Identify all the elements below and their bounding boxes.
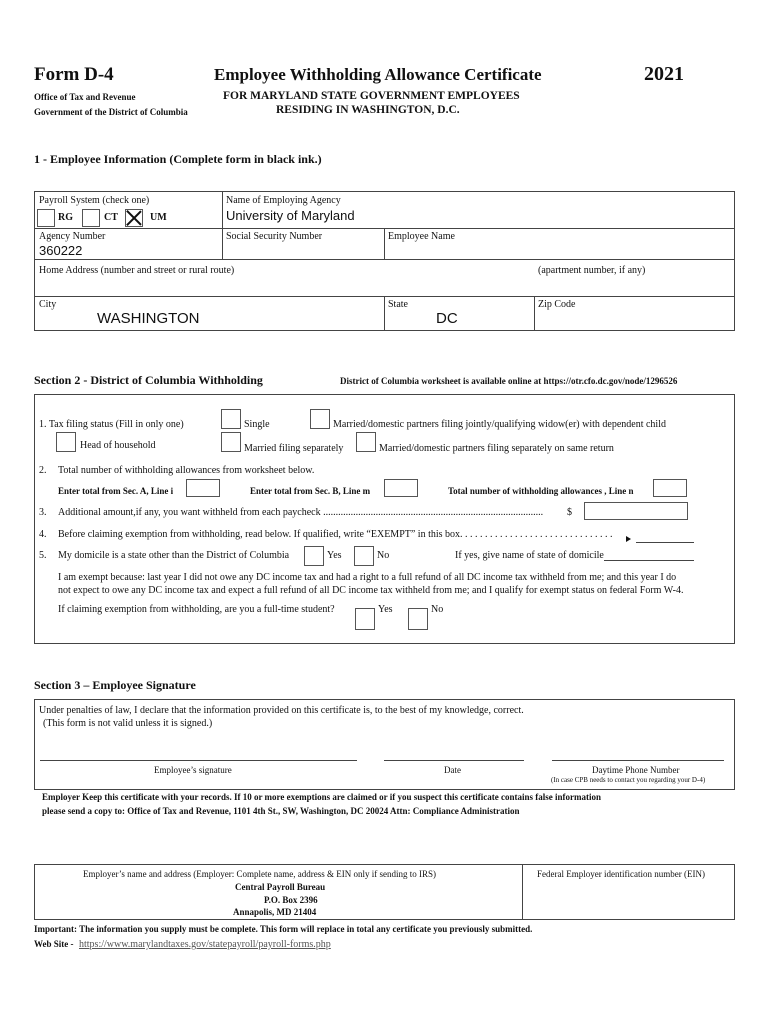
line3-number: 3. xyxy=(39,507,47,518)
payroll-ct-checkbox[interactable] xyxy=(82,209,100,227)
employer-line-3: Annapolis, MD 21404 xyxy=(233,907,317,917)
phone-note: (In case CPB needs to contact you regarding your D-4) xyxy=(551,776,706,784)
form-subtitle-1: FOR MARYLAND STATE GOVERNMENT EMPLOYEES xyxy=(223,90,520,102)
form-year: 2021 xyxy=(644,63,684,85)
exempt-explanation-2: not expect to owe any DC income tax and expect a full refund of all DC income tax withheld from me; and I qualify for exempt status on federal Form W-4. xyxy=(58,585,684,596)
employer-line-2: P.O. Box 2396 xyxy=(264,895,318,905)
divider xyxy=(222,191,223,259)
line3-dollar-sign: $ xyxy=(567,507,572,518)
employer-address-label: Employer’s name and address (Employer: Complete name, address & EIN only if sending to IRS) xyxy=(83,869,437,879)
line4-exempt-input[interactable] xyxy=(636,542,694,543)
line5-number: 5. xyxy=(39,550,47,561)
payroll-um-checkbox-checked[interactable] xyxy=(125,209,143,227)
line5-label: My domicile is a state other than the District of Columbia xyxy=(58,550,290,561)
phone-line[interactable] xyxy=(552,760,724,761)
student-question: If claiming exemption from withholding, are you a full-time student? xyxy=(58,604,335,615)
domicile-no-label: No xyxy=(377,550,390,561)
married-separate-label: Married filing separately xyxy=(244,443,344,454)
state-value[interactable]: DC xyxy=(436,310,458,327)
payroll-um-label: UM xyxy=(150,212,167,223)
line4-label: Before claiming exemption from withholding, read below. If qualified, write “EXEMPT” in this box. . . . . . . . . . . . . . . . . . . . . . . . . . . . . . . xyxy=(58,529,613,540)
form-name: Form D-4 xyxy=(34,64,114,85)
domicile-no-checkbox[interactable] xyxy=(354,546,374,566)
line2-number: 2. xyxy=(39,465,47,476)
married-separate-checkbox[interactable] xyxy=(221,432,241,452)
line2-total-label: Total number of withholding allowances , Line n xyxy=(448,486,634,496)
line2-label: Total number of withholding allowances from worksheet below. xyxy=(58,465,315,476)
state-label: State xyxy=(388,299,408,310)
employer-line-1: Central Payroll Bureau xyxy=(235,882,326,892)
form-title: Employee Withholding Allowance Certificate xyxy=(214,65,542,84)
divider xyxy=(534,296,535,331)
agency-name-value[interactable]: University of Maryland xyxy=(226,208,355,223)
employer-note-1: Employer Keep this certificate with your records. If 10 or more exemptions are claimed or if you suspect this certificate contains false information xyxy=(42,792,601,802)
domicile-yes-checkbox[interactable] xyxy=(304,546,324,566)
arrow-right-icon xyxy=(626,536,631,542)
section1-heading: 1 - Employee Information (Complete form in black ink.) xyxy=(34,152,322,166)
worksheet-note: District of Columbia worksheet is available online at https://otr.cfo.dc.gov/node/1296526 xyxy=(340,376,678,386)
divider xyxy=(522,864,523,920)
single-label: Single xyxy=(244,419,270,430)
section2-heading: Section 2 - District of Columbia Withholding xyxy=(34,373,263,387)
payroll-system-label: Payroll System (check one) xyxy=(39,195,150,206)
website-link[interactable]: https://www.marylandtaxes.gov/statepayroll/payroll-forms.php xyxy=(79,939,331,950)
signature-line[interactable] xyxy=(40,760,357,761)
website-label: Web Site - xyxy=(34,939,74,949)
payroll-rg-label: RG xyxy=(58,212,73,223)
ein-label: Federal Employer identification number (EIN) xyxy=(537,869,705,879)
validity-note: (This form is not valid unless it is signed.) xyxy=(43,718,213,729)
domicile-state-input[interactable] xyxy=(604,560,694,561)
city-value[interactable]: WASHINGTON xyxy=(97,310,200,327)
ssn-label: Social Security Number xyxy=(226,231,323,242)
form-subtitle-2: RESIDING IN WASHINGTON, D.C. xyxy=(276,104,460,116)
payroll-ct-label: CT xyxy=(104,212,118,223)
payroll-rg-checkbox[interactable] xyxy=(37,209,55,227)
date-line[interactable] xyxy=(384,760,524,761)
employer-note-2: please send a copy to: Office of Tax and Revenue, 1101 4th St., SW, Washington, DC 20024 Attn: Compliance Administration xyxy=(42,806,520,816)
office-name: Office of Tax and Revenue xyxy=(34,92,136,102)
student-no-label: No xyxy=(431,604,444,615)
government-name: Government of the District of Columbia xyxy=(34,107,188,117)
line3-label: Additional amount,if any, you want withheld from each paycheck ........................................................................................ xyxy=(58,507,544,518)
married-separate-same-checkbox[interactable] xyxy=(356,432,376,452)
important-note: Important: The information you supply must be complete. This form will replace in total any certificate you previously submitted. xyxy=(34,924,533,934)
married-joint-label: Married/domestic partners filing jointly/qualifying widow(er) with dependent child xyxy=(333,419,666,430)
line4-number: 4. xyxy=(39,529,47,540)
single-checkbox[interactable] xyxy=(221,409,241,429)
exempt-explanation-1: I am exempt because: last year I did not owe any DC income tax and had a right to a full refund of all DC income tax withheld from me; and this year I do xyxy=(58,572,677,583)
agency-number-value[interactable]: 360222 xyxy=(39,243,83,258)
employee-name-label: Employee Name xyxy=(388,231,455,242)
head-of-household-checkbox[interactable] xyxy=(56,432,76,452)
home-address-label: Home Address (number and street or rural route) xyxy=(39,265,235,276)
student-yes-label: Yes xyxy=(378,604,393,615)
section3-heading: Section 3 – Employee Signature xyxy=(34,678,196,692)
student-no-checkbox[interactable] xyxy=(408,608,428,630)
perjury-statement: Under penalties of law, I declare that the information provided on this certificate is, to the best of my knowledge, correct. xyxy=(39,705,524,716)
domicile-state-label: If yes, give name of state of domicile xyxy=(455,550,604,561)
line3-amount-input[interactable] xyxy=(584,502,688,520)
married-separate-same-label: Married/domestic partners filing separately on same return xyxy=(379,443,614,454)
student-yes-checkbox[interactable] xyxy=(355,608,375,630)
signature-label: Employee’s signature xyxy=(154,765,232,775)
line2-sec-a-input[interactable] xyxy=(186,479,220,497)
agency-name-label: Name of Employing Agency xyxy=(226,195,341,206)
head-of-household-label: Head of household xyxy=(80,440,156,451)
city-label: City xyxy=(39,299,57,310)
line2-sec-b-label: Enter total from Sec. B, Line m xyxy=(250,486,371,496)
filing-status-label: 1. Tax filing status (Fill in only one) xyxy=(39,419,184,430)
line2-total-input[interactable] xyxy=(653,479,687,497)
domicile-yes-label: Yes xyxy=(327,550,342,561)
divider xyxy=(384,296,385,331)
phone-label: Daytime Phone Number xyxy=(592,765,680,775)
line2-sec-b-input[interactable] xyxy=(384,479,418,497)
divider xyxy=(384,228,385,259)
date-label: Date xyxy=(444,765,461,775)
line2-sec-a-label: Enter total from Sec. A, Line i xyxy=(58,486,174,496)
married-joint-checkbox[interactable] xyxy=(310,409,330,429)
divider xyxy=(34,259,735,260)
apartment-label: (apartment number, if any) xyxy=(538,265,646,276)
zip-label: Zip Code xyxy=(538,299,576,310)
agency-number-label: Agency Number xyxy=(39,231,106,242)
